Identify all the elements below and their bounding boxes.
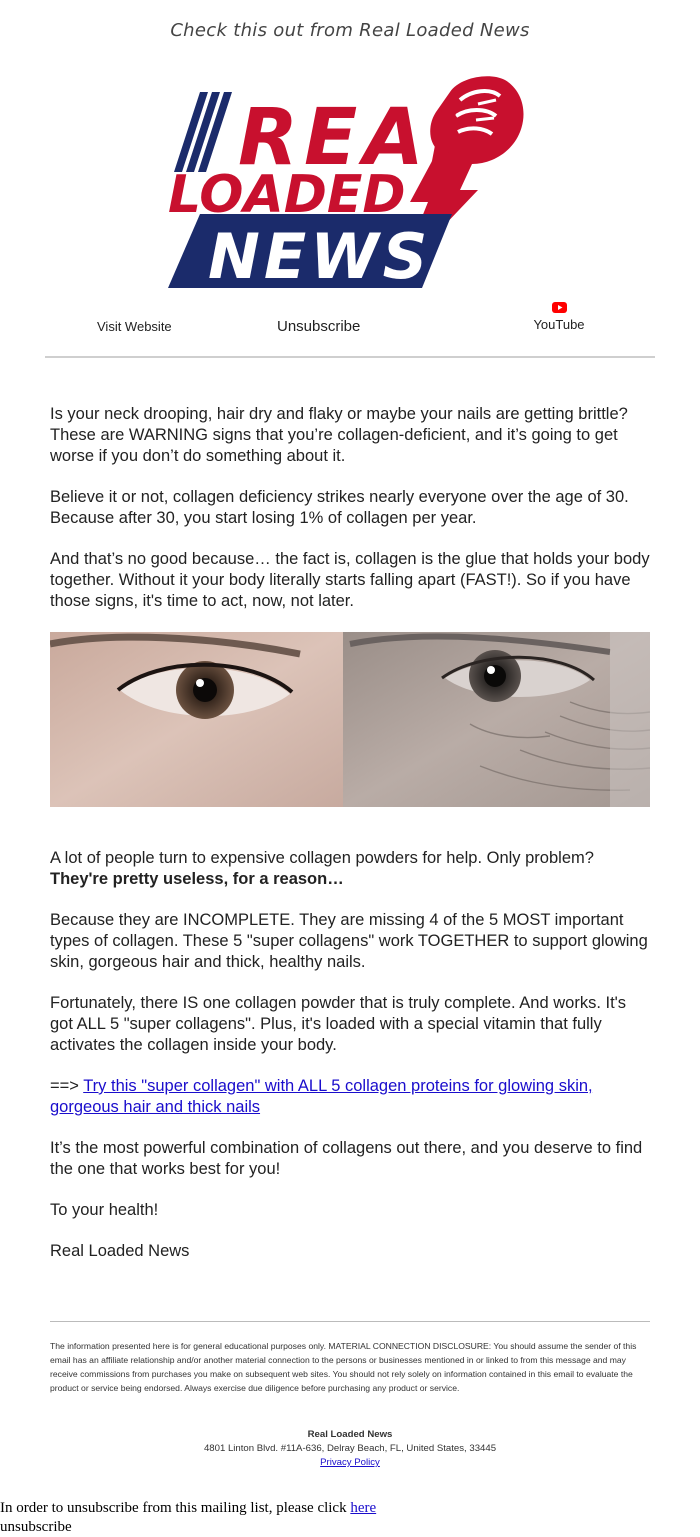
body-paragraph-4: A lot of people turn to expensive collagen powders for help. Only problem? They're pretty useless, for a reason… [50,849,594,888]
emphasis-text: They're pretty useless, for a reason… [50,870,344,888]
footer-company-name: Real Loaded News [307,1429,393,1440]
preheader-text: Check this out from Real Loaded News [170,20,530,41]
sign-off-greeting: To your health! [50,1201,159,1219]
real-loaded-news-logo[interactable] [160,72,540,292]
email-nav [45,300,655,345]
footer-address-block [50,1428,650,1470]
footer-address: 4801 Linton Blvd. #11A-636, Delray Beach, FL, United States, 33445 [203,1443,497,1454]
cta-paragraph: ==> Try this "super collagen" with ALL 5 collagen proteins for glowing skin, gorgeous hair and thick nails [50,1077,593,1116]
sign-off-name: Real Loaded News [50,1242,190,1260]
body-paragraph-6: Fortunately, there IS one collagen powder that is truly complete. And works. It's got ALL 5 "super collagens". Plus, it's loaded with a special vitamin that fully activates the collagen inside your body. [50,994,627,1054]
speed-stripes-icon [174,92,232,172]
unsubscribe-link[interactable]: Unsubscribe [277,318,361,335]
logo-line-real: REAL [238,93,486,183]
body-paragraph-3: And that’s no good because… the fact is, collagen is the glue that holds your body together. Without it your body literally starts falling apart (FAST!). So if you have those signs, it's time to act, now, not later. [50,550,650,610]
visit-website-link[interactable]: Visit Website [97,319,172,334]
youtube-label: YouTube [533,317,585,332]
body-paragraph-2: Believe it or not, collagen deficiency strikes nearly everyone over the age of 30. Because after 30, you start losing 1% of collagen per year. [50,488,629,527]
body-paragraph-5: Because they are INCOMPLETE. They are missing 4 of the 5 MOST important types of collagen. These 5 "super collagens" work TOGETHER to support glowing skin, gorgeous hair and thick, healthy nails. [50,911,648,971]
unsubscribe-here-link[interactable]: here [350,1500,377,1516]
logo-line-news: NEWS [208,220,432,292]
youtube-link[interactable] [529,302,589,334]
unsubscribe-label: unsubscribe [0,1519,72,1535]
logo-line-loaded: LOADED [168,165,406,225]
material-disclosure: The information presented here is for general educational purposes only. MATERIAL CONNECTION DISCLOSURE: You should assume the sender of this email has an affiliate relationship and/or another material connection to the persons or businesses mentioned in or linked to from this message and may receive commissions from purchases you make on subsequent web sites. You should not rely solely on information contained in this email to evaluate the product or service being endorsed. Always exercise due diligence before purchasing any product or service. [50,1341,637,1393]
body-paragraph-8: It’s the most powerful combination of collagens out there, and you deserve to find the one that works best for you! [50,1139,643,1178]
header-divider [45,356,655,358]
youtube-icon [552,302,567,313]
super-collagen-cta-link[interactable]: Try this "super collagen" with ALL 5 collagen proteins for glowing skin, gorgeous hair and thick nails [50,1077,593,1116]
body-paragraph-1: Is your neck drooping, hair dry and flaky or maybe your nails are getting brittle? These are WARNING signs that you’re collagen-deficient, and it’s going to get worse if you don’t do something about it. [50,405,628,465]
footer-divider [50,1321,650,1322]
young-vs-aged-eye-image[interactable] [50,632,650,807]
unsubscribe-note: In order to unsubscribe from this mailing list, please click here unsubscribe [0,1500,377,1535]
privacy-policy-link[interactable]: Privacy Policy [320,1457,380,1468]
